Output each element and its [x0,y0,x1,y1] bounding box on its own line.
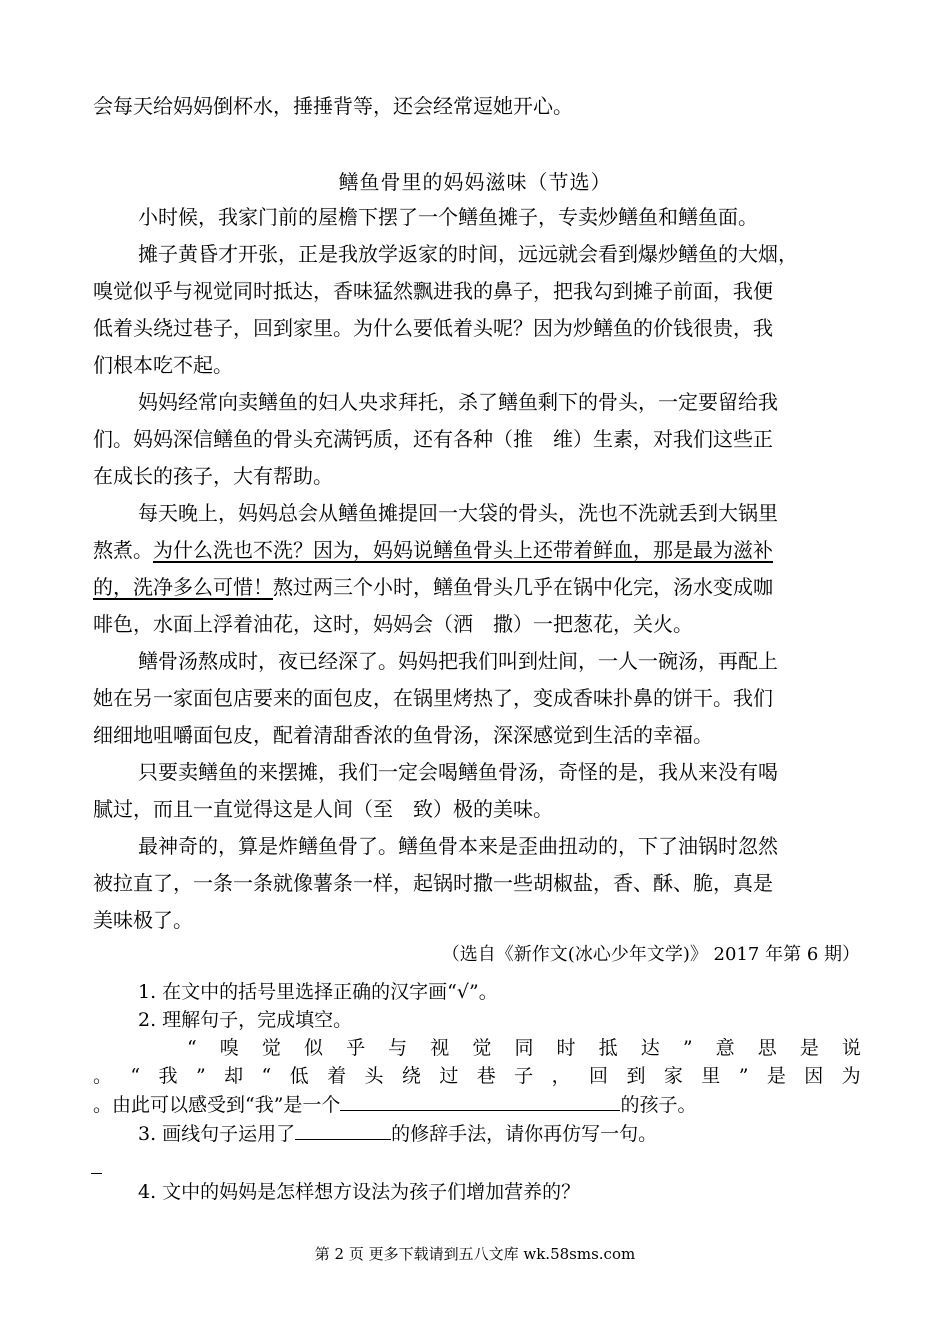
paragraph-3-line-1: 妈妈经常向卖鳝鱼的妇人央求拜托，杀了鳝鱼剩下的骨头，一定要留给我 [138,390,778,414]
article-body [93,199,861,939]
underlined-sentence-end: 的，洗净多么可惜！ [93,575,273,599]
q2-char: 低 [289,1065,309,1087]
q2-char: 过 [439,1065,459,1087]
q2-char: 视 [430,1037,450,1059]
q2-char: 觉 [261,1037,281,1059]
question-2-line-3 [93,1090,861,1119]
paragraph-5-line-3: 细细地咀嚼面包皮，配着清甜香浓的鱼骨汤，深深感觉到生活的幸福。 [93,723,713,747]
q3-prefix: 3. 画线句子运用了 [138,1123,296,1145]
paragraph-7-line-1: 最神奇的，算是炸鳝鱼骨了。鳝鱼骨本来是歪曲扭动的，下了油锅时忽然 [138,834,778,858]
paragraph-2-line-2: 嗅觉似乎与视觉同时抵达，香味猛然飘进我的鼻子，把我勾到摊子前面，我便 [93,279,773,303]
paragraph-4-line-1: 每天晚上，妈妈总会从鳝鱼摊提回一大袋的骨头，洗也不洗就丢到大锅里 [138,501,778,525]
plain-text: 熬过两三个小时，鳝鱼骨头几乎在锅中化完，汤水变成咖 [273,575,773,599]
paragraph-6-line-1: 只要卖鳝鱼的来摆摊，我们一定会喝鳝鱼骨汤，奇怪的是，我从来没有喝 [138,760,778,784]
q2-char: ， [551,1065,571,1087]
paragraph-7-line-2: 被拉直了，一条一条就像薯条一样，起锅时撒一些胡椒盐，香、酥、脆，真是 [93,871,773,895]
q2-char: 时 [556,1037,576,1059]
q2-char: 家 [663,1065,683,1087]
q2-char: ” [682,1037,693,1059]
q2-char: 却 [224,1065,244,1087]
question-2: 2. 理解句子，完成填空。 [138,1009,353,1031]
q2-char: 嗅 [219,1037,239,1059]
paragraph-5-line-2: 她在另一家面包店要来的面包皮，在锅里烤热了，变成香味扑鼻的饼干。我们 [93,686,773,710]
q2-char: 巷 [476,1065,496,1087]
q2-char: 达 [640,1037,660,1059]
paragraph-4-line-2 [93,532,861,569]
article-source: （选自《新作文(冰心少年文学)》 2017 年第 6 期） [441,944,860,965]
paragraph-5-line-1: 鳝骨汤熬成时，夜已经深了。妈妈把我们叫到灶间，一人一碗汤，再配上 [138,649,778,673]
q2-char: “ [261,1065,272,1087]
paragraph-4-line-3 [93,569,861,606]
paragraph-2-line-1: 摊子黄昏才开张，正是我放学返家的时间，远远就会看到爆炒鳝鱼的大烟， [138,242,798,266]
paragraph-2-line-4: 们根本吃不起。 [93,353,233,377]
q2-char: 绕 [401,1065,421,1087]
q2-char: 。 [93,1065,113,1087]
paragraph-3-line-3: 在成长的孩子，大有帮助。 [93,464,333,488]
q2-char: 是 [766,1065,786,1087]
question-1: 1. 在文中的括号里选择正确的汉字画“√”。 [138,981,498,1003]
question-4-wrap [93,1178,861,1206]
answer-dash [91,1173,102,1174]
q2-char: 抵 [598,1037,618,1059]
q2-char: 说 [841,1037,861,1059]
page-footer: 第 2 页 更多下载请到五八文库 wk.58sms.com [314,1245,636,1263]
q2-char: 回 [589,1065,609,1087]
paragraph-7-line-3: 美味极了。 [93,908,193,932]
q2-char: 意 [715,1037,735,1059]
q2-char: 因 [804,1065,824,1087]
q2-char: “ [130,1065,141,1087]
question-2-line-2 [93,1062,861,1090]
paragraph-6-line-2: 腻过，而且一直觉得这是人间（至 致）极的美味。 [93,797,553,821]
question-2-line-1 [93,1034,861,1062]
q2-char: 头 [364,1065,384,1087]
q3-suffix: 的修辞手法，请你再仿写一句。 [391,1123,658,1145]
continued-line: 会每天给妈妈倒杯水，捶捶背等，还会经常逗她开心。 [93,94,573,118]
q2-char: ” [738,1065,749,1087]
question-4: 4. 文中的妈妈是怎样想方设法为孩子们增加营养的？ [138,1181,581,1203]
plain-text: 熬煮。 [93,538,153,562]
q2-char: 同 [514,1037,534,1059]
question-3 [93,1119,861,1148]
q2-char: 着 [327,1065,347,1087]
q2-char: 为 [841,1065,861,1087]
article-title: 鳝鱼骨里的妈妈滋味（节选） [338,170,612,194]
q2-char: 到 [626,1065,646,1087]
q2-char: 与 [388,1037,408,1059]
questions-section [93,978,861,1148]
paragraph-3-line-2: 们。妈妈深信鳝鱼的骨头充满钙质，还有各种（推 维）生素，对我们这些正 [93,427,773,451]
underlined-sentence: 为什么洗也不洗？因为，妈妈说鳝鱼骨头上还带着鲜血，那是最为滋补 [153,538,773,562]
answer-blank-2[interactable] [295,1119,391,1140]
q2-char: 里 [701,1065,721,1087]
q2-char: 我 [158,1065,178,1087]
continued-paragraph [93,88,861,125]
q2-prefix: 。由此可以感受到“我”是一个 [93,1094,341,1116]
q2-char: 是 [799,1037,819,1059]
paragraph-4-line-4: 啡色，水面上浮着油花，这时，妈妈会（洒 撒）一把葱花，关火。 [93,612,693,636]
q2-char: 乎 [346,1037,366,1059]
q2-char: ” [195,1065,206,1087]
q2-char: 似 [303,1037,323,1059]
q2-suffix: 的孩子。 [620,1094,697,1116]
q2-char: 思 [757,1037,777,1059]
q2-char: “ [187,1037,197,1059]
answer-blank-1[interactable] [340,1090,620,1111]
q2-char: 子 [514,1065,534,1087]
q2-char: 觉 [472,1037,492,1059]
paragraph-2-line-3: 低着头绕过巷子，回到家里。为什么要低着头呢？因为炒鳝鱼的价钱很贵，我 [93,316,773,340]
paragraph-1: 小时候，我家门前的屋檐下摆了一个鳝鱼摊子，专卖炒鳝鱼和鳝鱼面。 [138,205,758,229]
